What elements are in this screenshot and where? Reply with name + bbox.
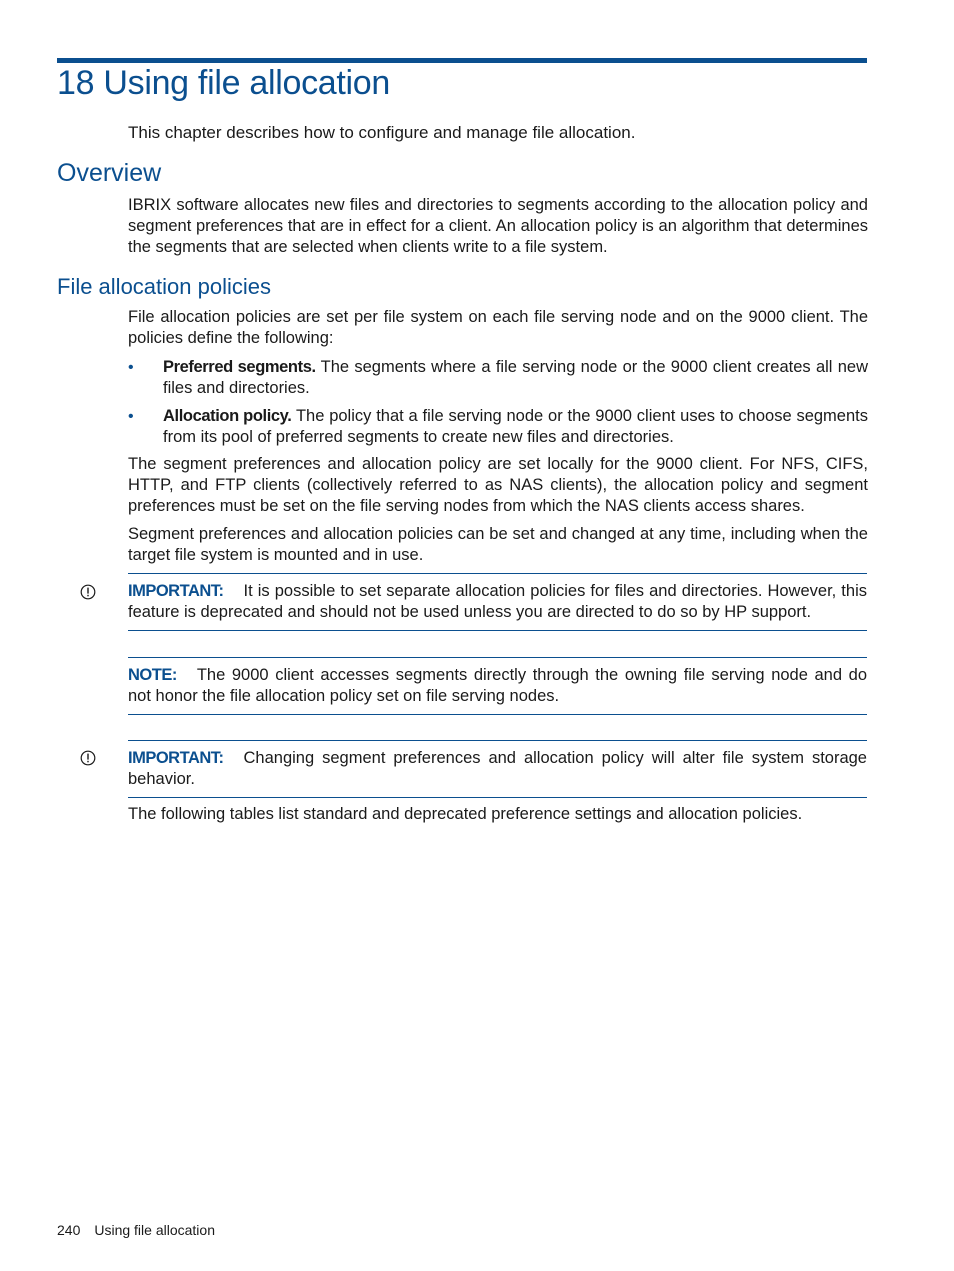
warning-icon [80, 750, 96, 766]
important-callout [128, 740, 867, 798]
file-allocation-policies-heading: File allocation policies [57, 274, 271, 299]
bullet-text: The segments where a file serving node or the 9000 client creates all new files and directories. [163, 358, 868, 397]
policies-bullet-list [128, 357, 868, 455]
footer-section-title: Using file allocation [94, 1222, 215, 1238]
callout-label: IMPORTANT: [128, 749, 224, 767]
bullet-icon: • [128, 359, 134, 376]
segment-preferences-paragraph: The segment preferences and allocation policy are set locally for the 9000 client. For NFS, CIFS, HTTP, and FTP clients (collectively referred to as NAS clients), the allocation policy and segment preferences must be set on the file serving nodes from which the NAS clients access shares. [128, 455, 868, 515]
note-callout [128, 657, 867, 715]
bullet-text: The policy that a file serving node or the 9000 client uses to choose segments from its pool of preferred segments to create new files and directories. [163, 407, 868, 446]
callout-label: IMPORTANT: [128, 582, 224, 600]
bullet-term: Preferred segments. [163, 358, 316, 376]
list-item [128, 406, 868, 448]
bullet-icon: • [128, 408, 134, 425]
overview-paragraph: IBRIX software allocates new files and directories to segments according to the allocation policy and segment preferences that are in effect for a client. An allocation policy is an algorithm that determines the segments that are selected when clients write to a file system. [128, 196, 868, 256]
callout-text: It is possible to set separate allocation policies for files and directories. However, this feature is deprecated and should not be used unless you are directed to do so by HP support. [128, 582, 867, 621]
chapter-intro: This chapter describes how to configure and manage file allocation. [128, 123, 636, 142]
closing-paragraph: The following tables list standard and deprecated preference settings and allocation policies. [128, 805, 803, 823]
chapter-title: 18 Using file allocation [57, 64, 390, 102]
page-footer [57, 1222, 215, 1238]
list-item [128, 357, 868, 399]
bullet-term: Allocation policy. [163, 407, 292, 425]
important-callout [128, 573, 867, 631]
callout-text: Changing segment preferences and allocation policy will alter file system storage behavior. [128, 749, 867, 788]
policies-paragraph: File allocation policies are set per file system on each file serving node and on the 9000 client. The policies define the following: [128, 308, 868, 347]
callout-text: The 9000 client accesses segments directly through the owning file serving node and do not honor the file allocation policy set on file serving nodes. [128, 666, 867, 705]
page-number: 240 [57, 1222, 81, 1238]
segment-preferences-change-paragraph: Segment preferences and allocation policies can be set and changed at any time, including when the target file system is mounted and in use. [128, 525, 868, 564]
overview-heading: Overview [57, 159, 162, 187]
chapter-top-rule [57, 58, 867, 63]
callout-label: NOTE: [128, 666, 177, 684]
warning-icon [80, 584, 96, 600]
